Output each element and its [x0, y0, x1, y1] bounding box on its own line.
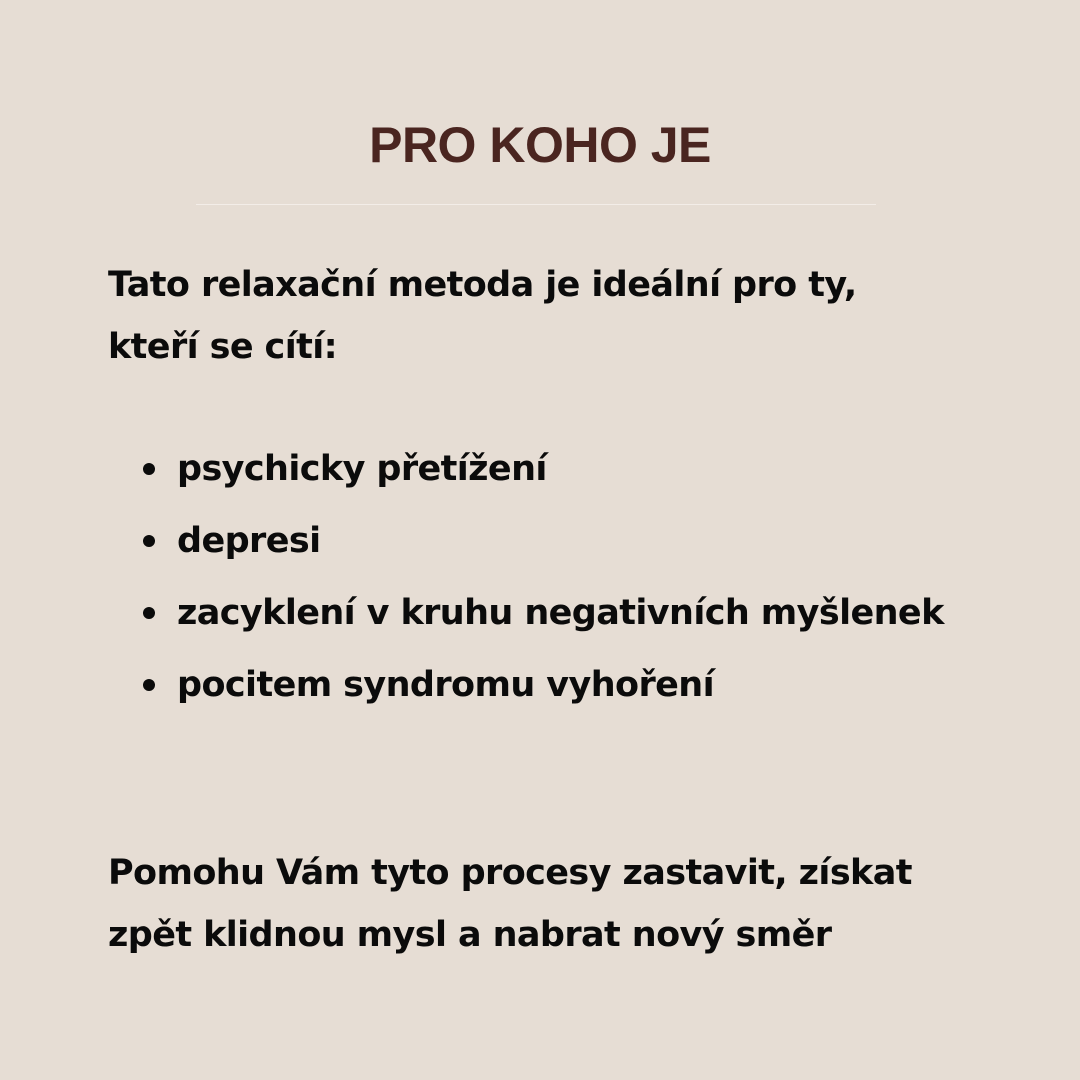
bullet-icon	[143, 679, 155, 691]
list-item-label: depresi	[177, 521, 321, 561]
list-item	[140, 649, 1060, 721]
symptom-list	[140, 433, 1060, 721]
list-item-label: pocitem syndromu vyhoření	[177, 665, 714, 705]
list-item	[140, 433, 1060, 505]
list-item-label: zacyklení v kruhu negativních myšlenek	[177, 593, 944, 633]
intro-line: kteří se cítí:	[108, 327, 338, 367]
title-divider	[196, 204, 876, 205]
bullet-icon	[143, 463, 155, 475]
intro-line: Tato relaxační metoda je ideální pro ty,	[108, 265, 857, 305]
list-item	[140, 577, 1060, 649]
outro-line: zpět klidnou mysl a nabrat nový směr	[108, 915, 832, 955]
intro-paragraph	[108, 254, 1008, 378]
list-item-label: psychicky přetížení	[177, 449, 547, 489]
list-item	[140, 505, 1060, 577]
outro-paragraph	[108, 842, 1028, 966]
page-title: PRO KOHO JE	[369, 117, 711, 173]
bullet-icon	[143, 535, 155, 547]
outro-line: Pomohu Vám tyto procesy zastavit, získat	[108, 853, 912, 893]
bullet-icon	[143, 607, 155, 619]
